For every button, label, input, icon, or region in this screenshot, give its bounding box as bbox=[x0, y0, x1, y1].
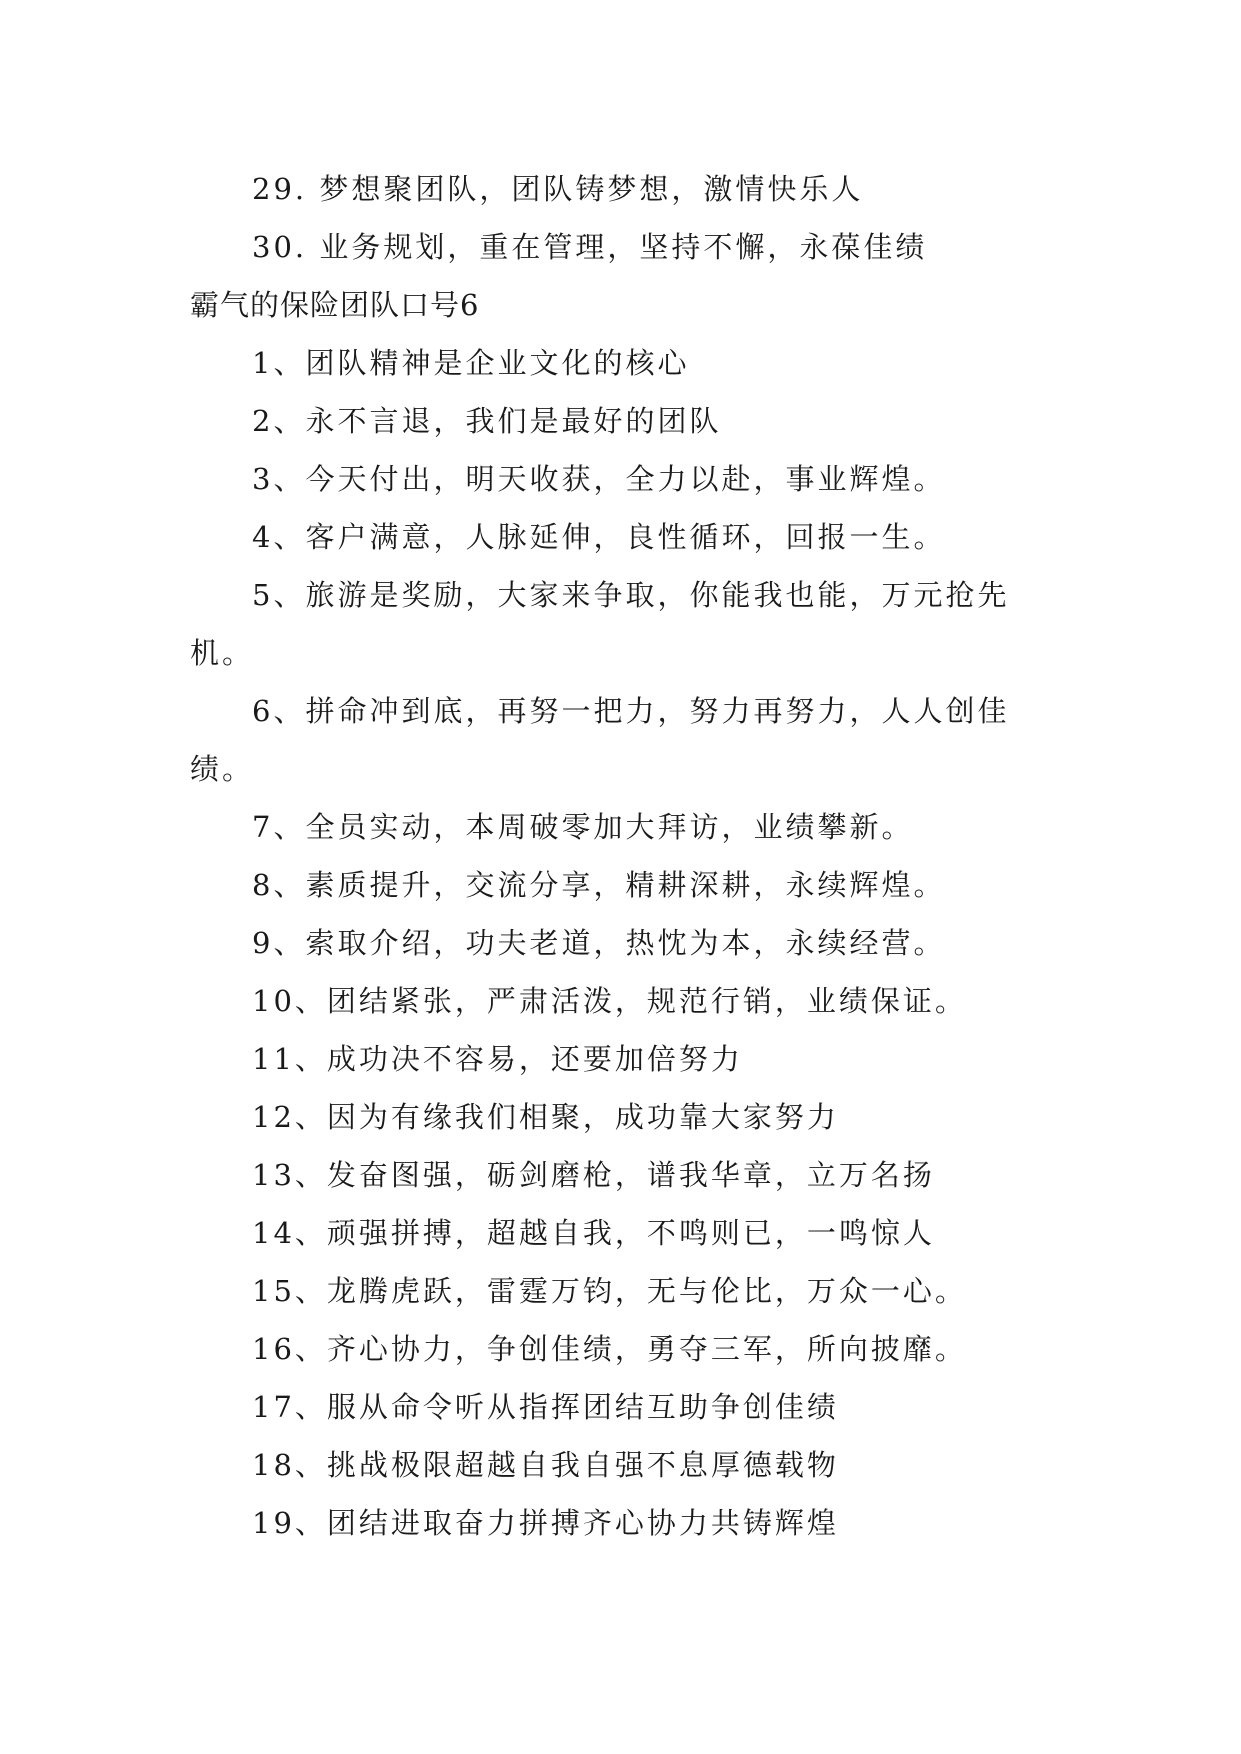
slogan-line-5: 5、旅游是奖励，大家来争取，你能我也能，万元抢先 bbox=[252, 578, 1010, 612]
slogan-line-15: 15、龙腾虎跃，雷霆万钧，无与伦比，万众一心。 bbox=[252, 1274, 967, 1308]
slogan-line-4: 4、客户满意，人脉延伸，良性循环，回报一生。 bbox=[252, 520, 946, 554]
slogan-line-9: 9、索取介绍，功夫老道，热忱为本，永续经营。 bbox=[252, 926, 946, 960]
slogan-line-16: 16、齐心协力，争创佳绩，勇夺三军，所向披靡。 bbox=[252, 1332, 967, 1366]
slogan-line-3: 3、今天付出，明天收获，全力以赴，事业辉煌。 bbox=[252, 462, 946, 496]
slogan-line-14: 14、顽强拼搏，超越自我，不鸣则已，一鸣惊人 bbox=[252, 1216, 935, 1250]
slogan-line-13: 13、发奋图强，砺剑磨枪，谱我华章，立万名扬 bbox=[252, 1158, 935, 1192]
slogan-line-6-continued: 绩。 bbox=[190, 752, 255, 786]
slogan-line-7: 7、全员实动，本周破零加大拜访，业绩攀新。 bbox=[252, 810, 914, 844]
slogan-line-30: 30. 业务规划，重在管理，坚持不懈，永葆佳绩 bbox=[252, 230, 928, 264]
slogan-line-29: 29. 梦想聚团队，团队铸梦想，激情快乐人 bbox=[252, 172, 864, 206]
section-heading: 霸气的保险团队口号6 bbox=[190, 288, 480, 322]
slogan-line-18: 18、挑战极限超越自我自强不息厚德载物 bbox=[252, 1448, 839, 1482]
slogan-line-19: 19、团结进取奋力拼搏齐心协力共铸辉煌 bbox=[252, 1506, 839, 1540]
slogan-line-5-continued: 机。 bbox=[190, 636, 255, 670]
slogan-line-1: 1、团队精神是企业文化的核心 bbox=[252, 346, 690, 380]
document-body bbox=[190, 160, 1070, 1552]
slogan-line-6: 6、拼命冲到底，再努一把力，努力再努力，人人创佳 bbox=[252, 694, 1010, 728]
slogan-line-10: 10、团结紧张，严肃活泼，规范行销，业绩保证。 bbox=[252, 984, 967, 1018]
slogan-line-2: 2、永不言退，我们是最好的团队 bbox=[252, 404, 722, 438]
slogan-line-17: 17、服从命令听从指挥团结互助争创佳绩 bbox=[252, 1390, 839, 1424]
slogan-line-11: 11、成功决不容易，还要加倍努力 bbox=[252, 1042, 743, 1076]
slogan-line-8: 8、素质提升，交流分享，精耕深耕，永续辉煌。 bbox=[252, 868, 946, 902]
slogan-line-12: 12、因为有缘我们相聚，成功靠大家努力 bbox=[252, 1100, 839, 1134]
